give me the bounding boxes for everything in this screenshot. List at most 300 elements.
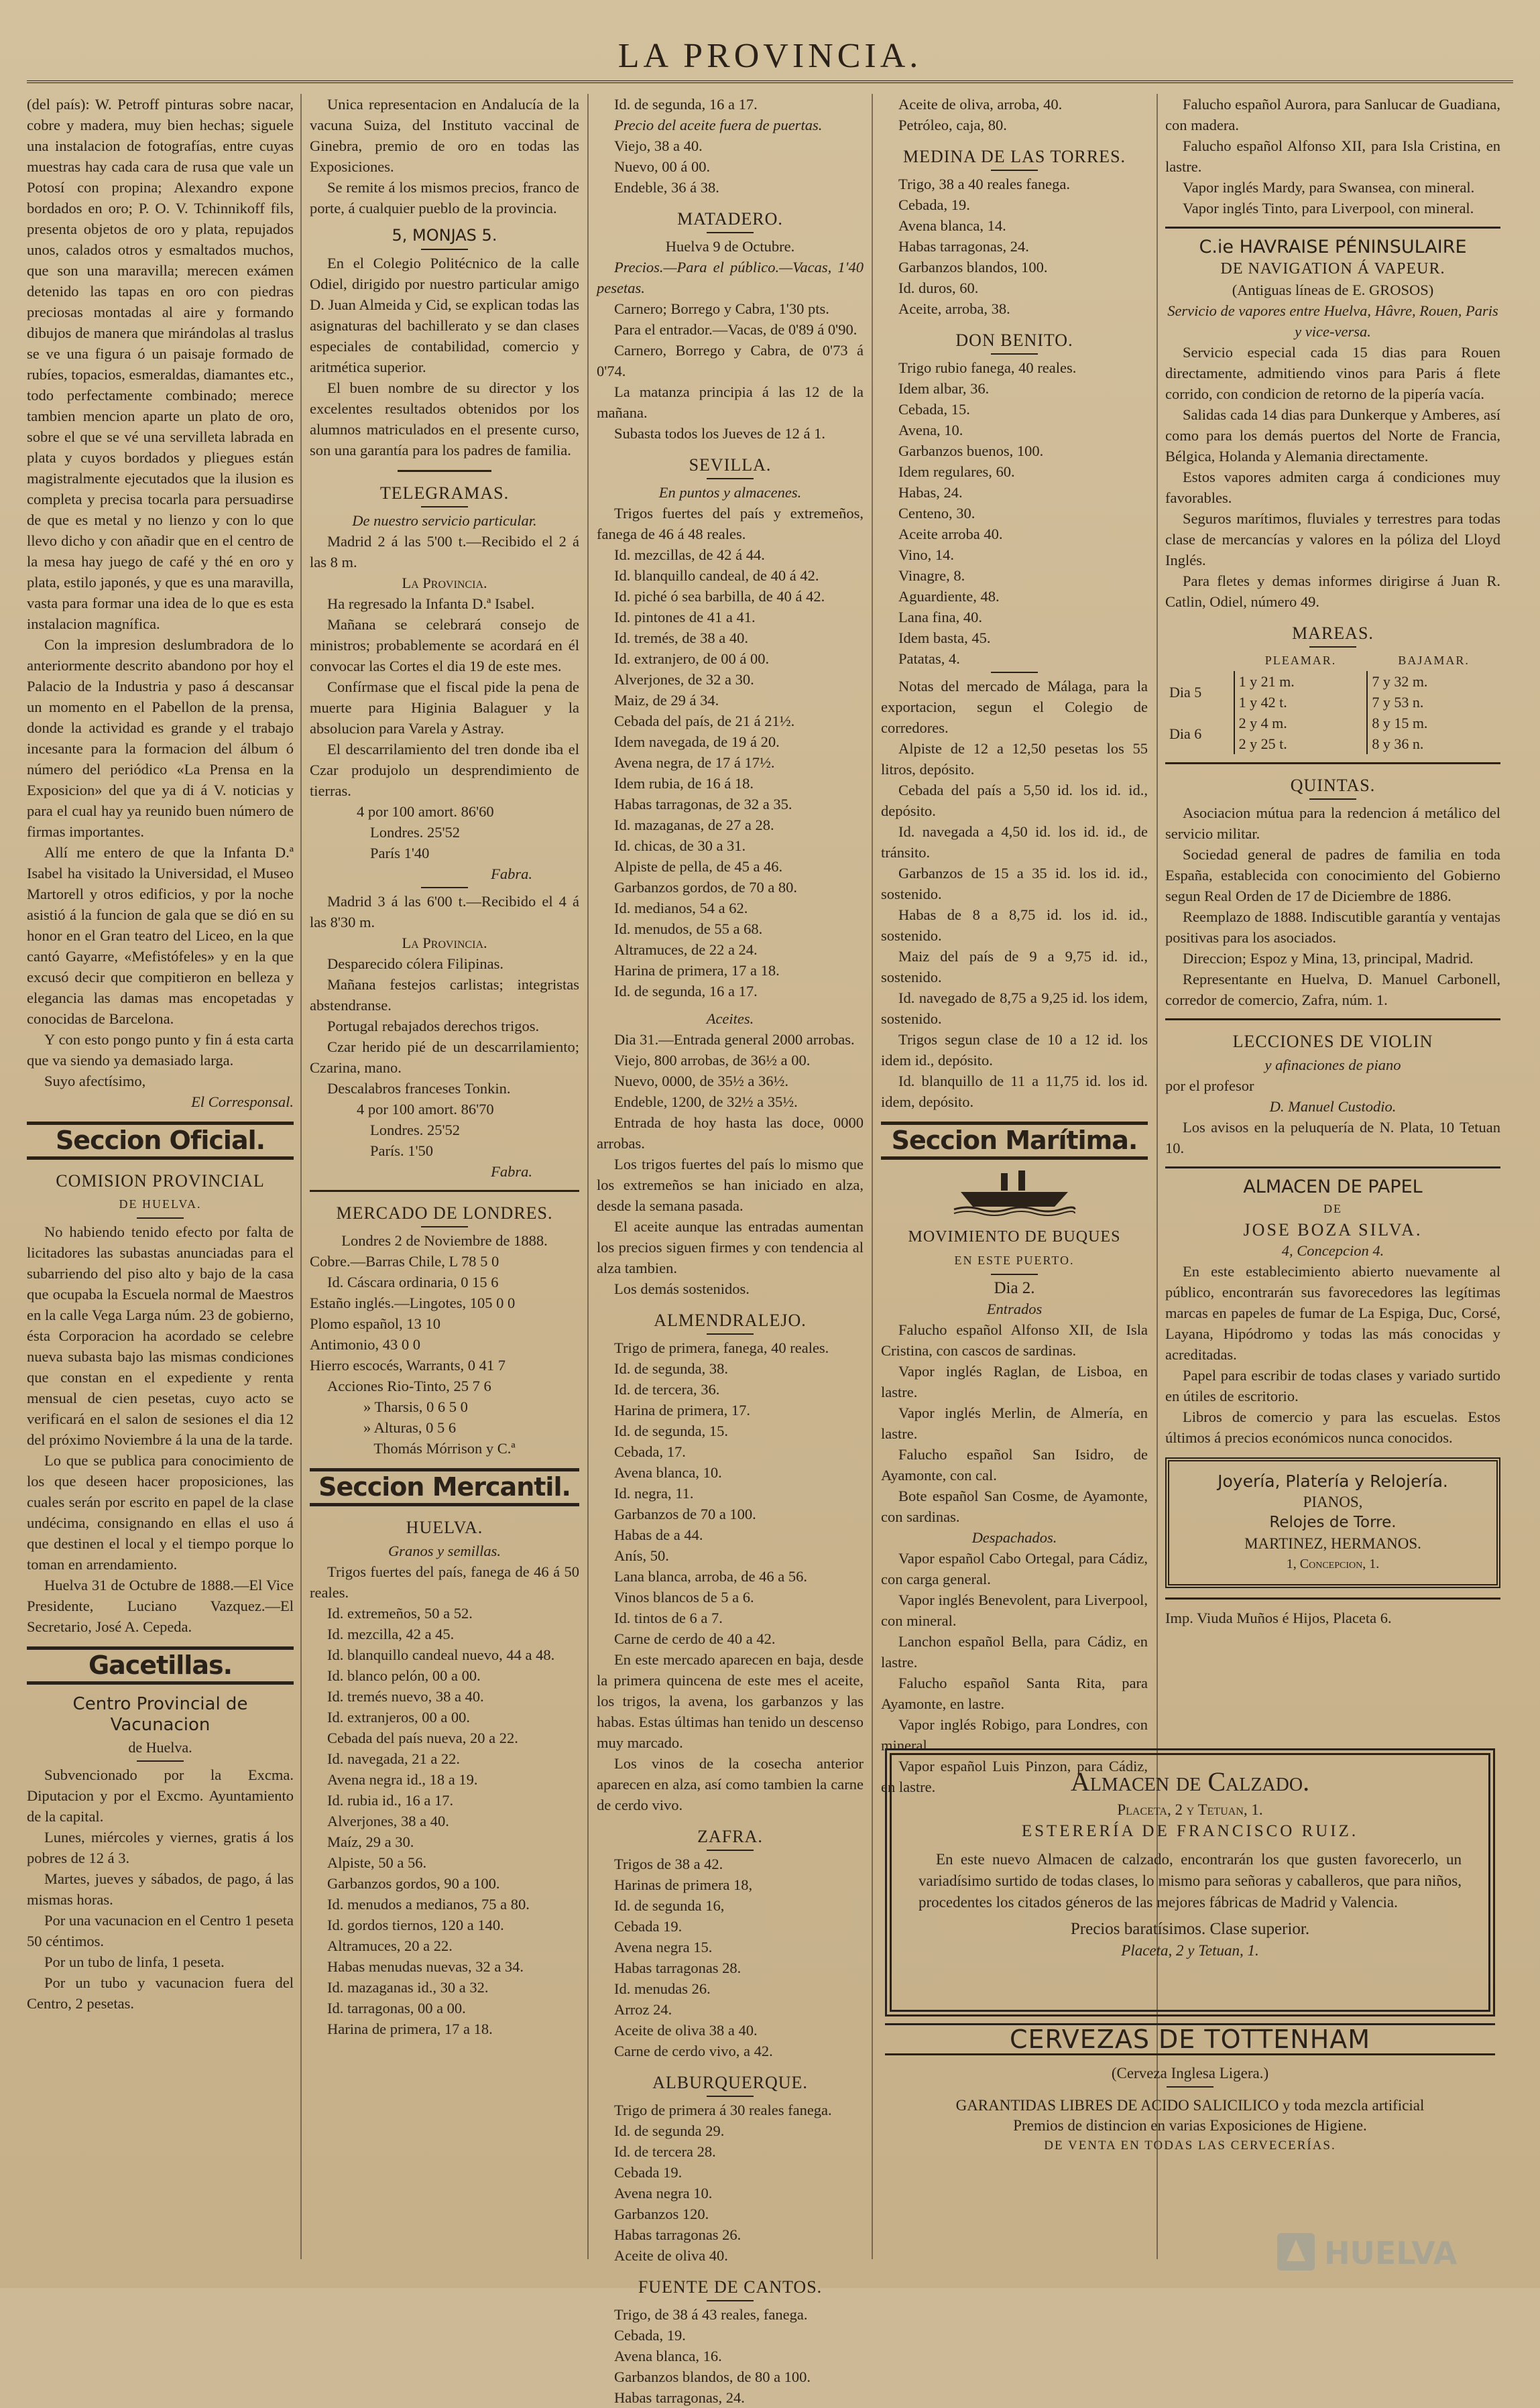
price-line: Cebada 19. bbox=[614, 2164, 683, 2181]
telegram-line: El descarrilamiento del tren donde iba el Czar produjolo un desprendimiento de tierras. bbox=[310, 741, 579, 799]
divider bbox=[1165, 1018, 1500, 1020]
price-line: Id. menudas 26. bbox=[614, 1980, 711, 1997]
quintas-title: QUINTAS. bbox=[1290, 776, 1376, 795]
divider bbox=[137, 1217, 184, 1219]
quote-line: 4 por 100 amort. 86'60 bbox=[357, 803, 494, 820]
jewelry-line: Relojes de Torre. bbox=[1269, 1514, 1397, 1531]
market-paragraph: Trigo de primera, fanega, 40 reales. bbox=[614, 1339, 829, 1356]
price-line: Vinos blancos de 5 a 6. bbox=[614, 1589, 754, 1606]
shipping-line: Falucho español Alfonso XII, de Isla Cristina, con cascos de sardinas. bbox=[881, 1321, 1148, 1359]
havraise-paragraph: Servicio especial cada 15 dias para Rouen directamente, admitiendo vinos para Paris á flete corrido, con condicion de retorno de la pipería vacía. bbox=[1165, 344, 1500, 402]
vaccination-paragraph: Martes, jueves y sábados, de pago, á las mismas horas. bbox=[27, 1870, 294, 1908]
market-line: Hierro escocés, Warrants, 0 41 7 bbox=[310, 1357, 506, 1374]
price-line: Idem navegada, de 19 á 20. bbox=[614, 733, 780, 750]
price-line: Trigos de 38 a 42. bbox=[614, 1856, 723, 1872]
market-paragraph: Alpiste de 12 a 12,50 pesetas los 55 litros, depósito. bbox=[881, 740, 1148, 778]
market-subtitle: Aceites. bbox=[706, 1010, 754, 1027]
article-paragraph: Suyo afectísimo, bbox=[44, 1073, 146, 1089]
divider bbox=[1165, 227, 1500, 229]
price-line: Cebada, 19. bbox=[614, 2327, 686, 2344]
price-line: Habas tarragonas, de 32 a 35. bbox=[614, 796, 792, 812]
quote-line: Londres. 25'52 bbox=[370, 824, 461, 841]
quintas-paragraph: Direccion; Espoz y Mina, 13, principal, Madrid. bbox=[1183, 950, 1474, 967]
price-line: Maíz, 29 a 30. bbox=[327, 1833, 414, 1850]
divider bbox=[707, 2096, 754, 2097]
market-paragraph: El aceite aunque las entradas aumentan los precios siguen firmes y con tendencia al alza tambien. bbox=[597, 1218, 864, 1276]
telegrams-title: TELEGRAMAS. bbox=[379, 483, 510, 503]
price-line: Id. navegada, 21 a 22. bbox=[327, 1750, 461, 1767]
price-line: Aceite arroba 40. bbox=[898, 526, 1003, 542]
price-line: Habas tarragonas, 24. bbox=[898, 238, 1029, 255]
telegram-line: Desparecido cólera Filipinas. bbox=[327, 955, 504, 972]
market-line: Estaño inglés.—Lingotes, 105 0 0 bbox=[310, 1295, 516, 1311]
divider bbox=[707, 2300, 754, 2301]
market-city: HUELVA. bbox=[406, 1518, 483, 1537]
divider bbox=[1165, 762, 1500, 764]
market-paragraph: Los trigos fuertes del país lo mismo que los extremeños se han iniciado en alza, desde la semana pasada. bbox=[597, 1156, 864, 1214]
price-line: Avena negra 10. bbox=[614, 2185, 713, 2202]
shipping-line: Falucho español Santa Rita, para Ayamonte, en lastre. bbox=[881, 1675, 1148, 1712]
price-line: Idem regulares, 60. bbox=[898, 463, 1015, 480]
paper-shop-paragraph: En este establecimiento abierto nuevamente al público, encontrarán sus favorecedores las legítimas marcas en papeles de fumar de La Espiga, Duc, Corsé, Layana, Hipódromo y todas las más conocidas y acreditadas. bbox=[1165, 1263, 1500, 1363]
market-line: Cobre.—Barras Chile, L 78 5 0 bbox=[310, 1253, 499, 1270]
price-line: Centeno, 30. bbox=[898, 505, 975, 522]
divider bbox=[991, 353, 1038, 355]
price-line: Altramuces, 20 a 22. bbox=[327, 1937, 453, 1954]
jewelry-title: Joyería, Platería y Relojería. bbox=[1218, 1471, 1448, 1491]
market-paragraph: Trigos fuertes del país, fanega de 46 á 50 reales. bbox=[310, 1563, 579, 1601]
violin-teacher: D. Manuel Custodio. bbox=[1269, 1098, 1397, 1115]
price-line: Carne de cerdo de 40 a 42. bbox=[614, 1630, 776, 1647]
price-line: Garbanzos de 70 a 100. bbox=[614, 1506, 756, 1522]
market-line: Acciones Rio-Tinto, 25 7 6 bbox=[327, 1378, 491, 1394]
price-line: Id. menudos a medianos, 75 a 80. bbox=[327, 1896, 530, 1913]
price-line: Harinas de primera 18, bbox=[614, 1876, 753, 1893]
telegram-header: Madrid 2 á las 5'00 t.—Recibido el 2 á las 8 m. bbox=[310, 533, 579, 570]
price-line: Avena blanca, 14. bbox=[898, 217, 1006, 234]
havraise-service: Servicio de vapores entre Huelva, Hâvre, Rouen, Paris y vice-versa. bbox=[1167, 302, 1498, 340]
price-line: Idem rubia, de 16 á 18. bbox=[614, 775, 754, 792]
havraise-paragraph: Para fletes y demas informes dirigirse á Juan R. Catlin, Odiel, número 49. bbox=[1165, 573, 1500, 610]
tides-table bbox=[1165, 650, 1500, 754]
shipping-line: Vapor español Luis Pinzon, para Cádiz, en lastre. bbox=[881, 1758, 1148, 1795]
shipping-subtitle: EN ESTE PUERTO. bbox=[954, 1254, 1075, 1267]
vaccination-paragraph: Por un tubo y vacunacion fuera del Centro, 2 pesetas. bbox=[27, 1974, 294, 2012]
market-date: Huelva 9 de Octubre. bbox=[665, 238, 795, 255]
price-line: Id. de segunda, 38. bbox=[614, 1360, 728, 1377]
divider bbox=[991, 672, 1038, 673]
paper-shop-owner: JOSE BOZA SILVA. bbox=[1243, 1220, 1423, 1240]
article-paragraph: Allí me entero de que la Infanta D.ª Isabel ha visitado la Universidad, el Museo Martorell y otros edificios, y por la noche asistió á la funcion de gala que se dió en su honor en el Gran teatro del Liceo, en la que cantó Gayarre, «Mefistófeles» y en la que excusó decir que compitieron en belleza y elegancia las damas mas encopetadas y conocidas de Barcelona. bbox=[27, 844, 294, 1027]
price-line: Habas menudas nuevas, 32 a 34. bbox=[327, 1958, 524, 1975]
section-header-maritima: Seccion Marítima. bbox=[881, 1122, 1148, 1160]
tides-cell: 1 y 21 m. bbox=[1234, 671, 1368, 692]
divider bbox=[707, 1850, 754, 1851]
divider bbox=[421, 249, 468, 250]
telegram-line: Descalabros franceses Tonkin. bbox=[327, 1080, 511, 1097]
price-line: Cebada del país, de 21 á 21½. bbox=[614, 713, 795, 729]
price-line: Vino, 14. bbox=[898, 546, 955, 563]
havraise-title-2: DE NAVIGATION Á VAPEUR. bbox=[1220, 260, 1445, 278]
market-paragraph: Trigos fuertes del país y extremeños, fanega de 46 á 48 reales. bbox=[597, 505, 864, 542]
paper-shop-de: DE bbox=[1323, 1202, 1342, 1215]
market-paragraph: Dia 31.—Entrada general 2000 arrobas. bbox=[614, 1031, 855, 1048]
price-line: Id. mezcilla, 42 a 45. bbox=[327, 1626, 455, 1642]
quote-line: Londres. 25'52 bbox=[370, 1122, 461, 1138]
price-line: Trigo, de 38 á 43 reales, fanega. bbox=[614, 2306, 808, 2323]
price-line: Id. extranjeros, 00 a 00. bbox=[327, 1709, 471, 1726]
divider bbox=[421, 887, 468, 888]
price-line: Cebada 19. bbox=[614, 1918, 683, 1935]
market-paragraph: Carnero, Borrego y Cabra, de 0'73 á 0'74. bbox=[597, 342, 864, 379]
telegrams-subtitle: De nuestro servicio particular. bbox=[352, 512, 537, 529]
price-line: Maiz, de 29 á 34. bbox=[614, 692, 719, 709]
shoe-store-paragraph: En este nuevo Almacen de calzado, encontrarán los que gusten favorecerlo, un variadísimo surtido de todas clases, lo mismo para señoras y caballeros, que para niños, procedentes los citados géneros de las mejores fábricas de Madrid y Valencia. bbox=[919, 1851, 1462, 1911]
jewelry-ad bbox=[1165, 1457, 1500, 1588]
paper-shop-title: ALMACEN DE PAPEL bbox=[1243, 1177, 1423, 1197]
divider bbox=[707, 1333, 754, 1335]
price-line: Aceite de oliva 38 a 40. bbox=[614, 2022, 758, 2039]
telegram-line: Czar herido pié de un descarrilamiento; Czarina, mano. bbox=[310, 1038, 579, 1076]
tides-day: Dia 6 bbox=[1169, 725, 1202, 742]
price-line: Avena blanca, 10. bbox=[614, 1464, 722, 1481]
price-line: Id. de segunda, 16 a 17. bbox=[614, 96, 758, 113]
market-city: ALBURQUERQUE. bbox=[652, 2073, 808, 2092]
price-line: Id. tarragonas, 00 a 00. bbox=[327, 2000, 466, 2016]
havraise-title: C.ie HAVRAISE PÉNINSULAIRE bbox=[1199, 237, 1467, 257]
market-city: DON BENITO. bbox=[955, 330, 1073, 350]
quote-line: París. 1'50 bbox=[370, 1142, 434, 1159]
jewelry-address: 1, Concepcion, 1. bbox=[1286, 1557, 1380, 1571]
price-line: Id. menudos, de 55 a 68. bbox=[614, 920, 763, 937]
column-rule bbox=[587, 94, 589, 2259]
divider bbox=[991, 170, 1038, 171]
telegram-signature: Fabra. bbox=[491, 865, 532, 882]
market-paragraph: Los vinos de la cosecha anterior aparecen en alza, así como tambien la carne de cerdo vivo. bbox=[597, 1755, 864, 1813]
tides-cell: 8 y 15 m. bbox=[1367, 713, 1500, 733]
shipping-line: Falucho español San Isidro, de Ayamonte, con cal. bbox=[881, 1446, 1148, 1484]
violin-paragraph: Los avisos en la peluquería de N. Plata, 10 Tetuan 10. bbox=[1165, 1119, 1500, 1156]
price-line: Habas tarragonas, 24. bbox=[614, 2389, 745, 2406]
notice-subtitle: DE HUELVA. bbox=[119, 1197, 202, 1211]
price-line: Aceite, arroba, 38. bbox=[898, 300, 1010, 317]
price-line: Id. chicas, de 30 a 31. bbox=[614, 837, 746, 854]
price-line: Id. mazaganas, de 27 a 28. bbox=[614, 817, 774, 833]
telegram-signature: Fabra. bbox=[491, 1163, 532, 1180]
telegram-source: La Provincia. bbox=[402, 575, 487, 591]
jewelry-line: PIANOS, bbox=[1303, 1494, 1363, 1510]
price-line: Cebada, 17. bbox=[614, 1443, 686, 1460]
beer-line: DE VENTA EN TODAS LAS CERVECERÍAS. bbox=[1044, 2139, 1336, 2153]
vaccine-paragraph: Unica representacion en Andalucía de la vacuna Suiza, del Instituto vaccinal de Ginebra, premio de oro en todas las Exposiciones. bbox=[310, 96, 579, 175]
price-line: Altramuces, de 22 a 24. bbox=[614, 941, 758, 958]
telegram-header: Madrid 3 á las 6'00 t.—Recibido el 4 á las 8'30 m. bbox=[310, 893, 579, 930]
london-market-date: Londres 2 de Noviembre de 1888. bbox=[341, 1232, 548, 1249]
shoe-store-ad bbox=[885, 1748, 1495, 2016]
shipping-dispatched-label: Despachados. bbox=[971, 1529, 1057, 1546]
price-line: Aceite de oliva 40. bbox=[614, 2247, 728, 2264]
price-line: Idem basta, 45. bbox=[898, 629, 991, 646]
market-paragraph: Subasta todos los Jueves de 12 á 1. bbox=[614, 425, 825, 442]
market-paragraph: Precios.—Para el público.—Vacas, 1'40 pesetas. bbox=[597, 259, 864, 296]
market-signature: Thomás Mórrison y C.ª bbox=[373, 1440, 516, 1457]
price-line: Nuevo, 0000, de 35½ a 36½. bbox=[614, 1073, 788, 1089]
price-line: Lana fina, 40. bbox=[898, 609, 982, 625]
column-3 bbox=[597, 94, 864, 2406]
market-city: FUENTE DE CANTOS. bbox=[638, 2277, 823, 2297]
price-line: Lana blanca, arroba, de 46 a 56. bbox=[614, 1568, 807, 1585]
vaccination-paragraph: Subvencionado por la Excma. Diputacion y por el Excmo. Ayuntamiento de la capital. bbox=[27, 1766, 294, 1825]
market-paragraph: Entrada de hoy hasta las doce, 0000 arrobas. bbox=[597, 1114, 864, 1152]
telegram-line: Ha regresado la Infanta D.ª Isabel. bbox=[327, 595, 535, 612]
section-header-mercantil: Seccion Mercantil. bbox=[310, 1468, 579, 1506]
price-line: Id. extremeños, 50 a 52. bbox=[327, 1605, 473, 1622]
divider bbox=[310, 1190, 579, 1192]
market-paragraph: Para el entrador.—Vacas, de 0'89 á 0'90. bbox=[614, 321, 857, 338]
shipping-day: Dia 2. bbox=[994, 1279, 1035, 1297]
vaccination-title: Centro Provincial de Vacunacion bbox=[72, 1694, 248, 1735]
market-city: SEVILLA. bbox=[689, 455, 772, 475]
telegram-line: Confírmase que el fiscal pide la pena de muerte para Higinia Balaguer y la absolucion para Varela y Astray. bbox=[310, 678, 579, 737]
market-paragraph: Garbanzos de 15 a 35 id. los id. id., sostenido. bbox=[881, 865, 1148, 902]
price-line: Garbanzos gordos, de 70 a 80. bbox=[614, 879, 798, 896]
shipping-title: MOVIMIENTO DE BUQUES bbox=[908, 1228, 1121, 1246]
printer-credit: Imp. Viuda Muños é Hijos, Placeta 6. bbox=[1165, 1610, 1392, 1626]
section-header-oficial: Seccion Oficial. bbox=[27, 1122, 294, 1160]
price-line: Id. tintos de 6 a 7. bbox=[614, 1610, 723, 1626]
article-paragraph: (del país): W. Petroff pinturas sobre nacar, cobre y madera, muy bien hechas; siguele una instalacion de fotografías, entre cuyas muestras hay cada cara de rusa que vale un Potosí con propina; Alexandro expone bordados en oro; P. O. V. Tchinnikoff fils, presenta objetos de oro y plata, repujados unos, calados otros y esmaltados muchos, que son una maravilla; merecen exámen detenido las tapas en oro con piedras preciosas montadas al aire y formando dibujos de manera que mirándolas al traslus se ve una figura ó un paisaje formado de rubíes, topacios, esmeraldas, diamantes etc., todo perfectamente combinado; merece tambien mencion aparte un plato de oro, sobre el que se vé una servilleta labrada en plata y cuyos bordados y pliegues están magistralmente ejecutados que la ilusion es completa y precisa tocarla para persuadirse de que es metal y no lienzo y con lo que llevo dicho y con añadir que en el centro de la mesa hay juego de café y thé en oro y plata, estilo japonés, y que es una maravilla, vasta para formar una idea de lo que es esta instalacion magnífica. bbox=[27, 96, 294, 632]
price-line: Viejo, 800 arrobas, de 36½ a 00. bbox=[614, 1052, 811, 1069]
vaccine-address: 5, MONJAS 5. bbox=[392, 226, 497, 245]
price-line: Habas de a 44. bbox=[614, 1526, 703, 1543]
market-paragraph: Maiz del país de 9 a 9,75 id. id., sostenido. bbox=[881, 948, 1148, 985]
price-line: Avena negra, de 17 á 17½. bbox=[614, 754, 775, 771]
college-paragraph: El buen nombre de su director y los excelentes resultados obtenidos por los alumnos matriculados en el presente curso, son una garantía para los padres de familia. bbox=[310, 379, 579, 459]
watermark-text: HUELVA bbox=[1324, 2235, 1458, 2271]
price-line: Garbanzos blandos, de 80 a 100. bbox=[614, 2368, 811, 2385]
shipping-line: Bote español San Cosme, de Ayamonte, con sardinas. bbox=[881, 1488, 1148, 1525]
price-line: Endeble, 1200, de 32½ a 35½. bbox=[614, 1093, 798, 1110]
market-city: ALMENDRALEJO. bbox=[654, 1311, 807, 1330]
price-line: Id. tremés nuevo, 38 a 40. bbox=[327, 1688, 484, 1705]
column-1 bbox=[27, 94, 294, 2259]
notice-paragraph: Lo que se publica para conocimiento de los que deseen hacer proposiciones, las cuales serán por escrito en papel de la clase undécima, consignando en ellas el uso á que destinen el local y el tiempo porque lo toman en arrendamiento. bbox=[27, 1452, 294, 1573]
shoe-store-address-2: Placeta, 2 y Tetuan, 1. bbox=[1121, 1942, 1259, 1959]
shoe-store-title: Almacen de Calzado. bbox=[1070, 1766, 1310, 1797]
market-paragraph: Id. navegada a 4,50 id. los id. id., de tránsito. bbox=[881, 823, 1148, 861]
vaccination-paragraph: Por un tubo de linfa, 1 peseta. bbox=[44, 1953, 225, 1970]
price-line: Id. blanquillo candeal, de 40 á 42. bbox=[614, 567, 819, 584]
price-line: Alverjones, 38 a 40. bbox=[327, 1813, 449, 1829]
price-subtitle: Precio del aceite fuera de puertas. bbox=[614, 117, 823, 133]
price-line: Id. medianos, 54 a 62. bbox=[614, 900, 748, 916]
market-city: MEDINA DE LAS TORRES. bbox=[902, 147, 1126, 166]
violin-title: LECCIONES DE VIOLIN bbox=[1232, 1032, 1433, 1051]
tides-cell: 2 y 25 t. bbox=[1234, 733, 1368, 754]
telegram-line: Mañana se celebrará consejo de ministros; probablemente se acordará en él convocar las Cortes el dia 19 de este mes. bbox=[310, 616, 579, 674]
market-city: ZAFRA. bbox=[697, 1827, 763, 1846]
price-line: Alpiste de pella, de 45 a 46. bbox=[614, 858, 783, 875]
ornament-divider bbox=[398, 470, 491, 472]
havraise-paragraph: Seguros marítimos, fluviales y terrestres para todas clase de mercancías y valores en la póliza del Lloyd Inglés. bbox=[1165, 510, 1500, 568]
ship-icon bbox=[954, 1169, 1075, 1216]
price-line: Avena, 10. bbox=[898, 422, 963, 438]
havraise-paragraph: Salidas cada 14 dias para Dunkerque y Amberes, así como para los demás puertos del Norte de Francia, Bélgica, Holanda y Alemania directamente. bbox=[1165, 406, 1500, 465]
price-line: Avena negra id., 18 a 19. bbox=[327, 1771, 478, 1788]
college-paragraph: En el Colegio Politécnico de la calle Odiel, dirigido por nuestro particular amigo D. Juan Almeida y Cid, se explican todas las asignaturas del bachillerato y se dan clases especiales de contabilidad, comercio y aritmética superior. bbox=[310, 255, 579, 375]
shipping-line: Vapor inglés Raglan, de Lisboa, en lastre. bbox=[881, 1363, 1148, 1400]
quote-line: París 1'40 bbox=[370, 845, 430, 861]
violin-line: por el profesor bbox=[1165, 1077, 1254, 1094]
beer-line: Premios de distincion en varias Exposiciones de Higiene. bbox=[1013, 2117, 1367, 2134]
tides-cell: 7 y 32 m. bbox=[1367, 671, 1500, 692]
paper-shop-address: 4, Concepcion 4. bbox=[1281, 1242, 1384, 1259]
paper-shop-paragraph: Libros de comercio y para las escuelas. Estos últimos á precios económicos nunca conocidos. bbox=[1165, 1408, 1500, 1446]
market-line: Plomo español, 13 10 bbox=[310, 1315, 440, 1332]
price-line: Trigo, 38 a 40 reales fanega. bbox=[898, 176, 1070, 192]
tides-cell: 2 y 4 m. bbox=[1234, 713, 1368, 733]
price-line: Alpiste, 50 a 56. bbox=[327, 1854, 427, 1871]
price-line: Habas tarragonas 26. bbox=[614, 2226, 742, 2243]
divider bbox=[1165, 1598, 1500, 1600]
newspaper-title: LA PROVINCIA. bbox=[617, 37, 923, 75]
quintas-paragraph: Representante en Huelva, D. Manuel Carbonell, corredor de comercio, Zafra, núm. 1. bbox=[1165, 971, 1500, 1008]
price-line: Nuevo, 00 á 00. bbox=[614, 158, 711, 175]
price-line: Id. rubia id., 16 a 17. bbox=[327, 1792, 454, 1809]
price-line: Vinagre, 8. bbox=[898, 567, 965, 584]
divider bbox=[1167, 2086, 1213, 2088]
divider bbox=[1165, 1166, 1500, 1168]
divider bbox=[421, 506, 468, 507]
price-line: Id. de segunda 29. bbox=[614, 2122, 725, 2139]
signature: El Corresponsal. bbox=[191, 1093, 294, 1110]
price-line: Id. mezcillas, de 42 á 44. bbox=[614, 546, 765, 563]
column-2 bbox=[310, 94, 579, 2259]
tides-day: Dia 5 bbox=[1169, 683, 1202, 701]
telegram-line: Portugal rebajados derechos trigos. bbox=[327, 1018, 540, 1034]
price-line: Viejo, 38 a 40. bbox=[614, 137, 703, 154]
telegram-line: Mañana festejos carlistas; integristas abstendranse. bbox=[310, 976, 579, 1014]
beer-subtitle: (Cerveza Inglesa Ligera.) bbox=[1111, 2065, 1269, 2082]
price-line: Id. negra, 11. bbox=[614, 1485, 694, 1502]
price-line: Anís, 50. bbox=[614, 1547, 669, 1564]
price-line: Avena blanca, 16. bbox=[614, 2348, 722, 2364]
price-line: Avena negra 15. bbox=[614, 1939, 713, 1955]
divider bbox=[707, 232, 754, 233]
tides-cell: 7 y 53 n. bbox=[1367, 692, 1500, 713]
notice-paragraph: No habiendo tenido efecto por falta de licitadores las subastas anunciadas para el subarriendo del piso alto y bajo de la casa que ocupaba la Escuela normal de Maestros en la calle Vega Larga núm. 23 de gobierno, ésta Corporacion ha acordado se celebre nueva subasta bajo las mismas condiciones que constan en el expediente y renta mensual de cien pesetas, cuyo acto se verificará en el salon de sesiones el dia 12 del próximo Noviembre á la una de la tarde. bbox=[27, 1223, 294, 1448]
archive-watermark bbox=[1277, 2229, 1492, 2276]
price-line: Idem albar, 36. bbox=[898, 380, 990, 397]
price-line: Aguardiente, 48. bbox=[898, 588, 1000, 605]
price-line: Harina de primera, 17. bbox=[614, 1402, 751, 1419]
notice-paragraph: Huelva 31 de Octubre de 1888.—El Vice Presidente, Luciano Vazquez.—El Secretario, José A. Cepeda. bbox=[27, 1577, 294, 1635]
quintas-paragraph: Reemplazo de 1888. Indiscutible garantía y ventajas positivas para los asociados. bbox=[1165, 908, 1500, 946]
beer-ad bbox=[885, 2023, 1495, 2156]
shipping-entered-label: Entrados bbox=[986, 1301, 1043, 1317]
price-line: Id. de segunda, 15. bbox=[614, 1423, 728, 1439]
beer-line: GARANTIDAS LIBRES DE ACIDO SALICILICO y toda mezcla artificial bbox=[955, 2097, 1425, 2114]
masthead bbox=[27, 34, 1513, 83]
market-paragraph: Notas del mercado de Málaga, para la exportacion, segun el Colegio de corredores. bbox=[881, 678, 1148, 736]
price-line: Id. mazaganas id., 30 a 32. bbox=[327, 1979, 489, 1996]
market-paragraph: Habas de 8 a 8,75 id. los id. id., sostenido. bbox=[881, 906, 1148, 944]
price-line: Garbanzos buenos, 100. bbox=[898, 442, 1044, 459]
price-line: Id. de segunda, 16 a 17. bbox=[614, 983, 758, 1000]
market-paragraph: Carnero; Borrego y Cabra, 1'30 pts. bbox=[614, 300, 829, 317]
divider bbox=[1309, 798, 1356, 800]
price-line: Id. blanco pelón, 00 a 00. bbox=[327, 1667, 481, 1684]
price-line: Patatas, 4. bbox=[898, 650, 960, 667]
quote-line: 4 por 100 amort. 86'70 bbox=[357, 1101, 494, 1118]
price-line: Trigo rubio fanega, 40 reales. bbox=[898, 359, 1077, 376]
jewelry-owner: MARTINEZ, HERMANOS. bbox=[1244, 1535, 1421, 1552]
shipping-line: Vapor español Cabo Ortegal, para Cádiz, con carga general. bbox=[881, 1550, 1148, 1587]
price-line: Habas, 24. bbox=[898, 484, 963, 501]
vaccination-paragraph: Lunes, miércoles y viernes, gratis á los pobres de 12 á 3. bbox=[27, 1829, 294, 1866]
column-rule bbox=[300, 94, 302, 2259]
market-paragraph: Id. blanquillo de 11 a 11,75 id. los id. idem, depósito. bbox=[881, 1073, 1148, 1110]
price-line: Garbanzos 120. bbox=[614, 2206, 709, 2222]
divider bbox=[991, 1274, 1038, 1275]
price-line: Id. pintones de 41 a 41. bbox=[614, 609, 756, 625]
vaccination-paragraph: Por una vacunacion en el Centro 1 peseta 50 céntimos. bbox=[27, 1912, 294, 1949]
price-line: Garbanzos gordos, 90 a 100. bbox=[327, 1875, 500, 1892]
price-line: Id. de tercera, 36. bbox=[614, 1381, 720, 1398]
quintas-paragraph: Asociacion mútua para la redencion á metálico del servicio militar. bbox=[1165, 804, 1500, 842]
shipping-line: Vapor inglés Robigo, para Londres, con mineral. bbox=[881, 1716, 1148, 1754]
shipping-line: Vapor inglés Benevolent, para Liverpool, con mineral. bbox=[881, 1591, 1148, 1629]
section-header-gacetillas: Gacetillas. bbox=[27, 1646, 294, 1685]
price-line: Endeble, 36 á 38. bbox=[614, 179, 719, 196]
price-line: Alverjones, de 32 a 30. bbox=[614, 671, 754, 688]
price-line: Cebada del país nueva, 20 a 22. bbox=[327, 1730, 518, 1746]
vaccination-subtitle: de Huelva. bbox=[128, 1739, 192, 1756]
vaccine-paragraph: Se remite á los mismos precios, franco de porte, á cualquier pueblo de la provincia. bbox=[310, 179, 579, 217]
price-line: Harina de primera, 17 a 18. bbox=[614, 962, 780, 979]
price-line: Id. blanquillo candeal nuevo, 44 a 48. bbox=[327, 1646, 555, 1663]
market-paragraph: La matanza principia á las 12 de la mañana. bbox=[597, 383, 864, 421]
column-rule bbox=[872, 94, 873, 2259]
market-paragraph: Trigos segun clase de 10 a 12 id. los idem id., depósito. bbox=[881, 1031, 1148, 1069]
london-market-title: MERCADO DE LONDRES. bbox=[336, 1203, 553, 1223]
price-line: Id. duros, 60. bbox=[898, 280, 979, 296]
market-city: MATADERO. bbox=[677, 209, 783, 229]
shipping-line: Falucho español Alfonso XII, para Isla Cristina, en lastre. bbox=[1165, 137, 1500, 175]
divider bbox=[421, 1226, 468, 1227]
price-line: Habas tarragonas 28. bbox=[614, 1960, 742, 1976]
havraise-paragraph: Estos vapores admiten carga á condiciones muy favorables. bbox=[1165, 469, 1500, 506]
column-5 bbox=[1165, 94, 1500, 1736]
shoe-store-prices: Precios baratísimos. Clase superior. bbox=[1070, 1920, 1310, 1938]
telegram-source: La Provincia. bbox=[402, 935, 487, 951]
price-line: Id. de segunda 16, bbox=[614, 1897, 725, 1914]
article-paragraph: Con la impresion deslumbradora de lo anteriormente descrito abandono por hoy el Palacio de la Industria y paso á descansar un momento en el Pabellon de la prensa, donde la actividad es grande y el trabajo incesante para la formacion del álbum ó número del periódico «La Prensa en la Exposicion» del que ya di á V. noticias y para el cual hay ya reunido buen número de firmas importantes. bbox=[27, 636, 294, 840]
notice-title: COMISION PROVINCIAL bbox=[56, 1171, 265, 1191]
market-paragraph: Id. navegado de 8,75 a 9,25 id. los idem, sostenido. bbox=[881, 989, 1148, 1027]
price-line: Id. de tercera 28. bbox=[614, 2143, 716, 2160]
market-paragraph: Cebada del país a 5,50 id. los id. id., depósito. bbox=[881, 782, 1148, 819]
price-line: Id. gordos tiernos, 120 a 140. bbox=[327, 1917, 504, 1933]
tides-cell: 8 y 36 n. bbox=[1367, 733, 1500, 754]
market-line: » Tharsis, 0 6 5 0 bbox=[363, 1398, 468, 1415]
tides-title: MAREAS. bbox=[1292, 623, 1374, 643]
column-4 bbox=[881, 94, 1148, 1795]
shipping-line: Vapor inglés Tinto, para Liverpool, con mineral. bbox=[1183, 200, 1474, 217]
price-line: Id. extranjero, de 00 á 00. bbox=[614, 650, 770, 667]
market-subtitle: En puntos y almacenes. bbox=[658, 484, 802, 501]
price-line: Aceite de oliva, arroba, 40. bbox=[898, 96, 1063, 113]
